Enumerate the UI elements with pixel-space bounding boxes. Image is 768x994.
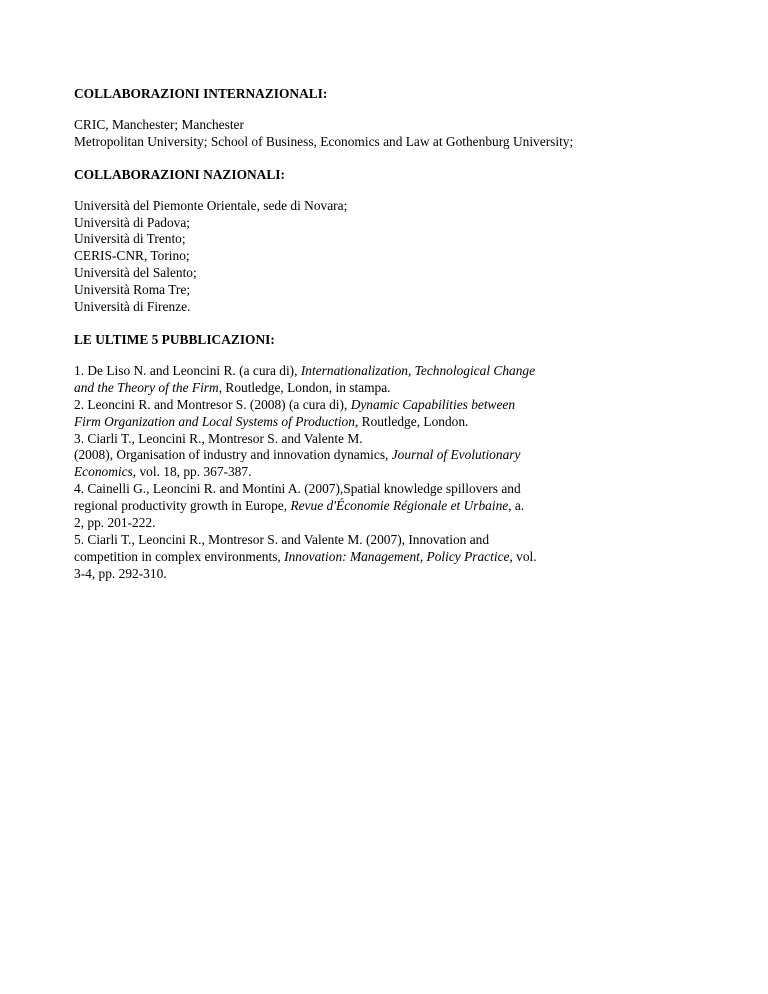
publication-journal: Economics bbox=[74, 464, 133, 480]
publication-item bbox=[74, 397, 714, 431]
publication-line bbox=[74, 397, 714, 414]
publication-details: , vol. bbox=[509, 548, 537, 564]
publication-title: Dynamic Capabilities between bbox=[350, 396, 516, 412]
list-item: Università di Padova; bbox=[74, 214, 191, 230]
publication-line: 3. Ciarli T., Leoncini R., Montresor S. and Valente M. bbox=[74, 430, 363, 446]
list-item: Università del Piemonte Orientale, sede di Novara; bbox=[74, 197, 348, 213]
national-collaborations-list bbox=[74, 198, 714, 316]
text-line: CRIC, Manchester; Manchester bbox=[74, 116, 244, 132]
publication-journal: Journal of Evolutionary bbox=[391, 447, 521, 463]
publication-title: Firm Organization and Local Systems of Production bbox=[74, 413, 355, 429]
publication-details: , Routledge, London, in stampa. bbox=[218, 379, 391, 395]
publication-item bbox=[74, 532, 714, 583]
publication-line bbox=[74, 464, 714, 481]
publication-details: , Routledge, London. bbox=[354, 413, 469, 429]
text-line: Metropolitan University; School of Business, Economics and Law at Gothenburg University; bbox=[74, 133, 574, 149]
publication-item bbox=[74, 431, 714, 482]
list-item: Università del Salento; bbox=[74, 265, 197, 281]
publication-title: (2008), Organisation of industry and innovation dynamics, bbox=[74, 447, 392, 463]
publication-line: 4. Cainelli G., Leoncini R. and Montini A. (2007),Spatial knowledge spillovers and bbox=[74, 481, 521, 497]
heading-international-collaborations: COLLABORAZIONI INTERNAZIONALI: bbox=[74, 86, 328, 101]
publication-title: regional productivity growth in Europe, bbox=[74, 498, 291, 514]
publication-line: 5. Ciarli T., Leoncini R., Montresor S. and Valente M. (2007), Innovation and bbox=[74, 531, 490, 547]
document-page bbox=[74, 86, 714, 583]
publication-item bbox=[74, 481, 714, 532]
publication-line: 2, pp. 201-222. bbox=[74, 515, 156, 531]
publication-line bbox=[74, 498, 714, 515]
publication-authors: 1. De Liso N. and Leoncini R. (a cura di), bbox=[74, 362, 301, 378]
publication-authors: 2. Leoncini R. and Montresor S. (2008) (a cura di), bbox=[74, 396, 351, 412]
publication-details: , vol. 18, pp. 367-387. bbox=[132, 464, 252, 480]
publication-title: and the Theory of the Firm bbox=[74, 379, 219, 395]
publication-journal: Revue d'Économie Régionale et Urbaine bbox=[290, 498, 509, 514]
heading-publications: LE ULTIME 5 PUBBLICAZIONI: bbox=[74, 331, 275, 347]
international-collaborations-text bbox=[74, 117, 714, 151]
publication-journal: Innovation: Management, Policy Practice bbox=[284, 548, 510, 564]
publication-line bbox=[74, 447, 714, 464]
publication-item bbox=[74, 363, 714, 397]
heading-national-collaborations: COLLABORAZIONI NAZIONALI: bbox=[74, 166, 285, 182]
list-item: Università di Firenze. bbox=[74, 299, 191, 315]
publication-title: competition in complex environments, bbox=[74, 548, 285, 564]
publication-line bbox=[74, 380, 714, 397]
publication-details: , a. bbox=[508, 498, 525, 514]
publication-line bbox=[74, 549, 714, 566]
publications-list bbox=[74, 363, 714, 583]
publication-line: 3-4, pp. 292-310. bbox=[74, 565, 167, 581]
list-item: CERIS-CNR, Torino; bbox=[74, 248, 190, 264]
publication-line bbox=[74, 363, 714, 380]
publication-line bbox=[74, 414, 714, 431]
list-item: Università Roma Tre; bbox=[74, 282, 191, 298]
publication-title: Internationalization, Technological Change bbox=[300, 362, 536, 378]
list-item: Università di Trento; bbox=[74, 231, 186, 247]
